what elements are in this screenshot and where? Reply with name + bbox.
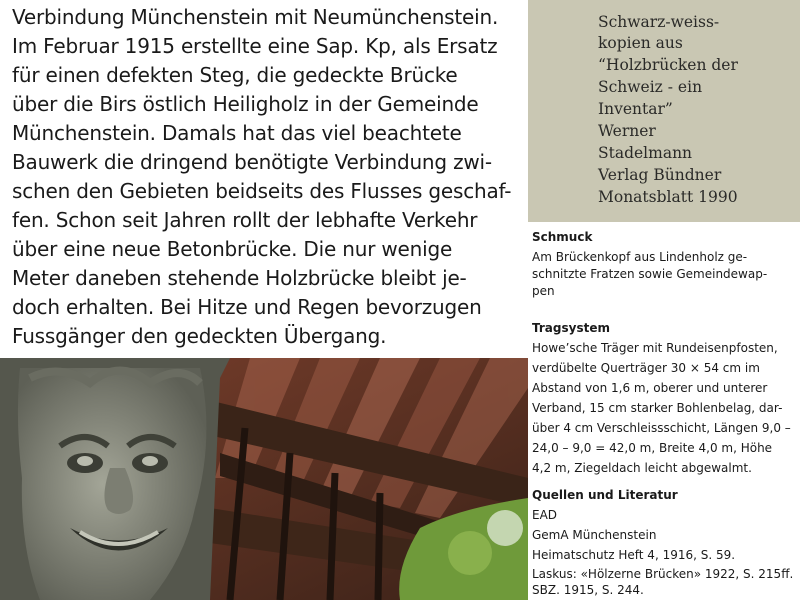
carved-face-eye-highlight xyxy=(77,456,93,466)
section-line: Laskus: «Hölzerne Brücken» 1922, S. 215ff. xyxy=(532,567,794,581)
main-text-line: doch erhalten. Bei Hitze und Regen bevorzugen xyxy=(12,295,482,319)
section-line: GemA Münchenstein xyxy=(532,528,657,542)
caption-line: Schweiz - ein xyxy=(598,78,703,96)
main-text-line: fen. Schon seit Jahren rollt der lebhafte Verkehr xyxy=(12,208,478,232)
caption-line: Inventar” xyxy=(598,100,673,118)
caption-line: kopien aus xyxy=(598,34,683,52)
caption-line: Verlag Bündner xyxy=(598,166,722,184)
inventory-text xyxy=(528,222,800,600)
section-line: Abstand von 1,6 m, oberer und unterer xyxy=(532,381,768,395)
section-line: Howe’sche Träger mit Rundeisenpfosten, xyxy=(532,341,778,355)
caption-line: Monatsblatt 1990 xyxy=(598,188,738,206)
main-text-line: Münchenstein. Damals hat das viel beachtete xyxy=(12,121,462,145)
bridge-photo-image xyxy=(0,358,528,600)
section-line: pen xyxy=(532,284,555,298)
section-line: schnitzte Fratzen sowie Gemeindewap- xyxy=(532,267,768,281)
main-text-line: Meter daneben stehende Holzbrücke bleibt je- xyxy=(12,266,467,290)
section-line: Heimatschutz Heft 4, 1916, S. 59. xyxy=(532,548,736,562)
foliage xyxy=(448,531,492,575)
caption-line: Stadelmann xyxy=(598,144,693,162)
main-text-line: Im Februar 1915 erstellte eine Sap. Kp, als Ersatz xyxy=(12,34,498,58)
section-heading-quellen: Quellen und Literatur xyxy=(532,488,678,502)
main-text-line: Fussgänger den gedeckten Übergang. xyxy=(12,324,387,348)
section-line: Verband, 15 cm starker Bohlenbelag, dar- xyxy=(532,401,783,415)
section-line: über 4 cm Verschleissschicht, Längen 9,0 – xyxy=(532,421,791,435)
main-text-line: über eine neue Betonbrücke. Die nur wenige xyxy=(12,237,453,261)
caption-line: Werner xyxy=(598,122,656,140)
caption-line: “Holzbrücken der xyxy=(598,56,738,74)
sky-patch xyxy=(487,510,523,546)
section-line: EAD xyxy=(532,508,558,522)
main-text-line: Verbindung Münchenstein mit Neumünchenstein. xyxy=(12,5,499,29)
caption-line: Schwarz-weiss- xyxy=(598,13,720,31)
section-heading-tragsystem: Tragsystem xyxy=(532,321,610,335)
section-line: verdübelte Querträger 30 × 54 cm im xyxy=(532,361,760,375)
section-line: 4,2 m, Ziegeldach leicht abgewalmt. xyxy=(532,461,752,475)
main-text-line: Bauwerk die dringend benötigte Verbindung zwi- xyxy=(12,150,492,174)
main-text-block xyxy=(0,0,528,358)
section-line: Am Brückenkopf aus Lindenholz ge- xyxy=(532,250,748,264)
main-text-line: über die Birs östlich Heiligholz in der Gemeinde xyxy=(12,92,479,116)
section-line: 24,0 – 9,0 = 42,0 m, Breite 4,0 m, Höhe xyxy=(532,441,773,455)
source-caption xyxy=(528,0,800,222)
main-text-line: für einen defekten Steg, die gedeckte Brücke xyxy=(12,63,458,87)
main-text-line: schen den Gebieten beidseits des Flusses geschaf- xyxy=(12,179,512,203)
bridge-photo xyxy=(0,358,528,600)
section-heading-schmuck: Schmuck xyxy=(532,230,593,244)
section-line: SBZ. 1915, S. 244. xyxy=(532,583,644,597)
carved-face-eye-highlight xyxy=(142,456,158,466)
